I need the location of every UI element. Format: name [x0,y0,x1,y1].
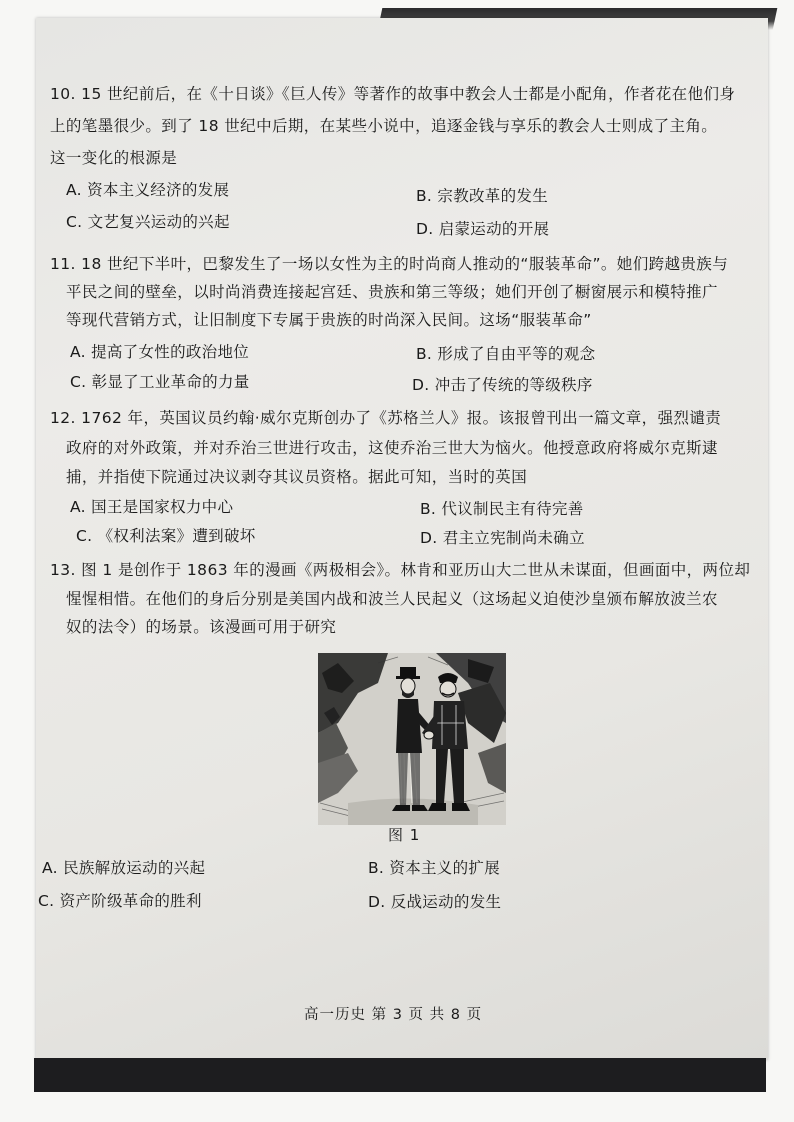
question-10-line-2: 上的笔墨很少。到了 18 世纪中后期，在某些小说中，追逐金钱与享乐的教会人士则成了主角。 [50,117,718,135]
question-12-option-a[interactable]: A. 国王是国家权力中心 [70,498,234,516]
question-11-option-c[interactable]: C. 彰显了工业革命的力量 [70,373,250,391]
question-11-option-b[interactable]: B. 形成了自由平等的观念 [416,345,596,363]
question-11-option-d[interactable]: D. 冲击了传统的等级秩序 [412,376,593,394]
page-footer: 高一历史 第 3 页 共 8 页 [304,1007,483,1023]
exam-page [36,18,768,1060]
cartoon-drawing [318,653,506,825]
question-13-line-3: 奴的法令）的场景。该漫画可用于研究 [66,618,337,636]
question-13-line-2: 惺惺相惜。在他们的身后分别是美国内战和波兰人民起义（这场起义迫使沙皇颁布解放波兰农 [66,590,718,608]
question-10-option-b[interactable]: B. 宗教改革的发生 [416,187,548,205]
question-12-line-3: 捕，并指使下院通过决议剥夺其议员资格。据此可知，当时的英国 [66,468,528,486]
question-13-option-c[interactable]: C. 资产阶级革命的胜利 [38,892,202,910]
question-12-option-c[interactable]: C. 《权利法案》遭到破坏 [76,527,256,545]
question-12-option-b[interactable]: B. 代议制民主有待完善 [420,500,584,518]
question-13-option-d[interactable]: D. 反战运动的发生 [368,893,502,911]
question-11-option-a[interactable]: A. 提高了女性的政治地位 [70,343,250,361]
question-11-line-2: 平民之间的壁垒，以时尚消费连接起宫廷、贵族和第三等级；她们开创了橱窗展示和模特推广 [66,283,718,301]
question-12-option-d[interactable]: D. 君主立宪制尚未确立 [420,529,585,547]
question-11-line-3: 等现代营销方式，让旧制度下专属于贵族的时尚深入民间。这场“服装革命” [66,311,592,329]
question-10-line-3: 这一变化的根源是 [50,149,178,167]
question-10-option-d[interactable]: D. 启蒙运动的开展 [416,220,550,238]
question-11-line-1: 11. 18 世纪下半叶，巴黎发生了一场以女性为主的时尚商人推动的“服装革命”。她们跨越贵族与 [50,255,729,273]
question-12-line-1: 12. 1762 年，英国议员约翰·威尔克斯创办了《苏格兰人》报。该报曾刊出一篇文章，强烈谴责 [50,409,722,427]
figure-caption: 图 1 [388,826,421,844]
question-13-option-b[interactable]: B. 资本主义的扩展 [368,859,500,877]
question-13-option-a[interactable]: A. 民族解放运动的兴起 [42,859,206,877]
question-13-line-1: 13. 图 1 是创作于 1863 年的漫画《两极相会》。林肯和亚历山大二世从未谋面，但画面中，两位却 [50,561,751,579]
question-12-line-2: 政府的对外政策，并对乔治三世进行攻击，这使乔治三世大为恼火。他授意政府将威尔克斯逮 [66,439,718,457]
question-10-option-c[interactable]: C. 文艺复兴运动的兴起 [66,213,230,231]
cartoon-illustration [318,653,506,825]
question-10-line-1: 10. 15 世纪前后，在《十日谈》《巨人传》等著作的故事中教会人士都是小配角，作者花在他们身 [50,85,736,103]
bottom-dark-strip [34,1058,766,1092]
question-10-option-a[interactable]: A. 资本主义经济的发展 [66,181,230,199]
